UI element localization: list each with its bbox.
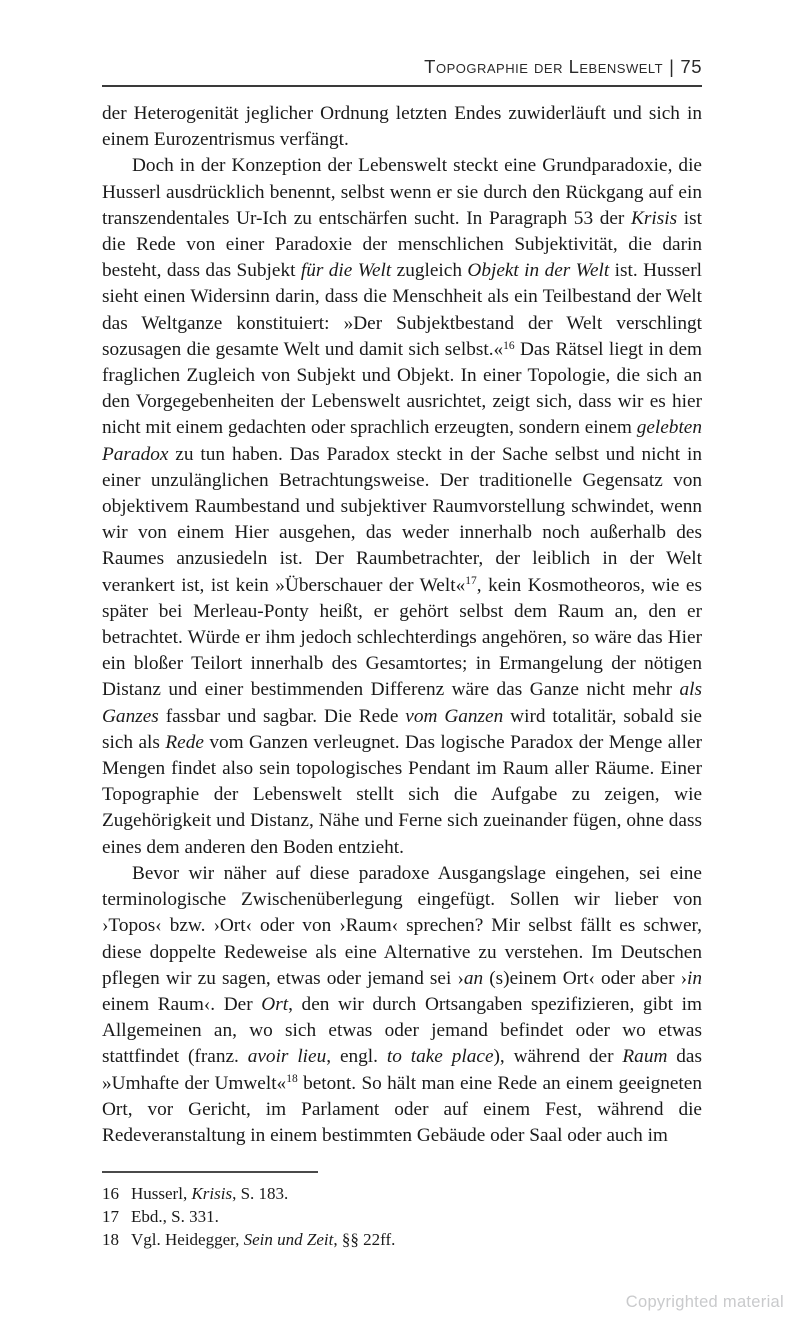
text-run: ist. Husserl sieht einen Widersinn darin, dass die Menschheit als ein Teilbestand der Welt das Weltganze konstituiert: »Der Subjektbestand der Welt verschlingt sozusagen die gesamte Welt und damit sich selbst.« (102, 260, 702, 360)
footnote-ref: 18 (286, 1073, 298, 1086)
text-run: , engl. (326, 1046, 387, 1068)
emphasis-text: avoir lieu (247, 1046, 327, 1068)
emphasis-text: Krisis (631, 207, 678, 229)
text-run: vom Ganzen verleugnet. Das logische Paradox der Menge aller Mengen findet also sein topologisches Pendant im Raum aller Räume. Einer Topographie der Lebenswelt stellt sich die Aufgabe zu zeigen, wie Zugehörigkeit und Distanz, Nähe und Ferne sich zueinander fügen, ohne dass eines dem anderen den Boden entzieht. (102, 731, 702, 858)
footnote-text (131, 1228, 702, 1251)
text-run: Vgl. Heidegger, (131, 1230, 244, 1250)
text-run: zu tun haben. Das Paradox steckt in der Sache selbst und nicht in einer unzulänglichen Betrachtungsweise. Der traditionelle Gegensatz von objektivem Raumbestand und subjektiver Raumvorstellung schwindet, wenn wir von einem Hier ausgehen, das weder innerhalb noch außerhalb des Raumes anzusiedeln ist. Der Raumbetrachter, der leiblich in der Welt verankert ist, ist kein »Überschauer der Welt« (102, 443, 702, 596)
watermark: Copyrighted material (625, 1293, 784, 1311)
text-run: Das Rätsel liegt in dem fraglichen Zugleich von Subjekt und Objekt. In einer Topologie, die sich an den Vorgegebenheiten der Lebenswelt ausrichtet, zeigt sich, dass wir es hier nicht mit einem gedachten oder sprachlich erzeugten, sondern einem (102, 338, 702, 439)
footnote-number: 17 (102, 1207, 119, 1227)
footnote-rule (102, 1171, 318, 1173)
footnote-ref: 17 (465, 575, 477, 588)
text-run: , §§ 22ff. (333, 1230, 396, 1250)
footnote-item (102, 1182, 702, 1205)
emphasis-text: gelebten Paradox (102, 417, 702, 465)
text-run: Husserl, (131, 1184, 192, 1204)
text-run: , S. 183. (232, 1184, 289, 1204)
text-run: Doch in der Konzeption der Lebenswelt steckt eine Grundparadoxie, die Husserl ausdrücklich benennt, selbst wenn er sie durch den Rückgang auf ein transzendentales Ur-Ich zu entschärfen sucht. In Paragraph 53 der (102, 155, 702, 229)
text-run: , kein Kosmotheoros, wie es später bei Merleau-Ponty heißt, er gehört selbst dem Raum an, den er betrachtet. Würde er ihm jedoch schlechterdings angehören, so wäre das Hier ein bloßer Teilort innerhalb des Gesamtortes; in Ermangelung der nötigen Distanz und einer bestimmenden Differenz wäre das Ganze nicht mehr (102, 574, 702, 701)
text-run: zugleich (391, 260, 468, 282)
paragraph (102, 861, 702, 1149)
footnote-text (131, 1205, 702, 1228)
emphasis-text: in (687, 967, 702, 989)
emphasis-text: für die Welt (300, 260, 392, 282)
text-run: das »Umhafte der Umwelt« (102, 1046, 702, 1094)
text-run: fassbar und sagbar. Die Rede (158, 705, 406, 727)
text-run: , den wir durch Ortsangaben spezifizieren, gibt im Allgemeinen an, wo sich etwas oder jemand befindet oder wo etwas stattfindet (franz. (102, 993, 702, 1068)
text-run: (s)einem Ort‹ oder aber › (483, 967, 687, 989)
emphasis-text: to take place (386, 1046, 494, 1068)
emphasis-text: Sein und Zeit (243, 1230, 334, 1250)
emphasis-text: Ort (261, 993, 289, 1015)
text-run: der Heterogenität jeglicher Ordnung letzten Endes zuwiderläuft und sich in einem Eurozentrismus verfängt. (102, 103, 702, 151)
emphasis-text: Rede (165, 731, 204, 753)
running-header-title: Topographie der Lebenswelt (424, 56, 664, 77)
text-run: ), während der (493, 1046, 623, 1068)
page-content (102, 0, 702, 1251)
text-run: Bevor wir näher auf diese paradoxe Ausgangslage eingehen, sei eine terminologische Zwischenüberlegung eingefügt. Sollen wir lieber von ›Topos‹ bzw. ›Ort‹ oder von ›Raum‹ sprechen? Mir selbst fällt es schwer, diese doppelte Redeweise als eine Alternative zu verstehen. Im Deutschen pflegen wir zu sagen, etwas oder jemand sei › (102, 862, 702, 989)
footnote-item (102, 1205, 702, 1228)
paragraph (102, 153, 702, 860)
emphasis-text: Objekt in der Welt (467, 260, 610, 282)
text-run: einem Raum‹. Der (102, 993, 262, 1015)
emphasis-text: als Ganzes (102, 679, 702, 727)
running-header-separator: | (669, 56, 675, 77)
header-rule (102, 85, 702, 87)
footnote-number: 16 (102, 1184, 119, 1204)
text-run: ist die Rede von einer Paradoxie der menschlichen Subjektivität, die darin besteht, dass das Subjekt (102, 207, 702, 282)
text-run: betont. So hält man eine Rede an einem geeigneten Ort, vor Gericht, im Parlament oder auf einem Fest, während die Redeveranstaltung in einem bestimmten Gebäude oder Saal oder auch im (102, 1072, 702, 1146)
footnote-list (102, 1182, 702, 1251)
running-header (102, 56, 702, 78)
footnote-ref: 16 (503, 339, 515, 352)
footnote-number: 18 (102, 1230, 119, 1250)
footnote-item (102, 1228, 702, 1251)
footnote-text (131, 1182, 702, 1205)
text-run: wird totalitär, sobald sie sich als (102, 705, 702, 753)
text-run: Ebd., S. 331. (131, 1207, 219, 1227)
body-text (102, 101, 702, 1149)
page-number: 75 (680, 56, 702, 77)
emphasis-text: vom Ganzen (405, 705, 504, 727)
emphasis-text: Krisis (191, 1184, 233, 1204)
paragraph (102, 101, 702, 153)
emphasis-text: Raum (622, 1046, 668, 1068)
emphasis-text: an (463, 967, 484, 989)
footnotes-section (102, 1171, 702, 1251)
